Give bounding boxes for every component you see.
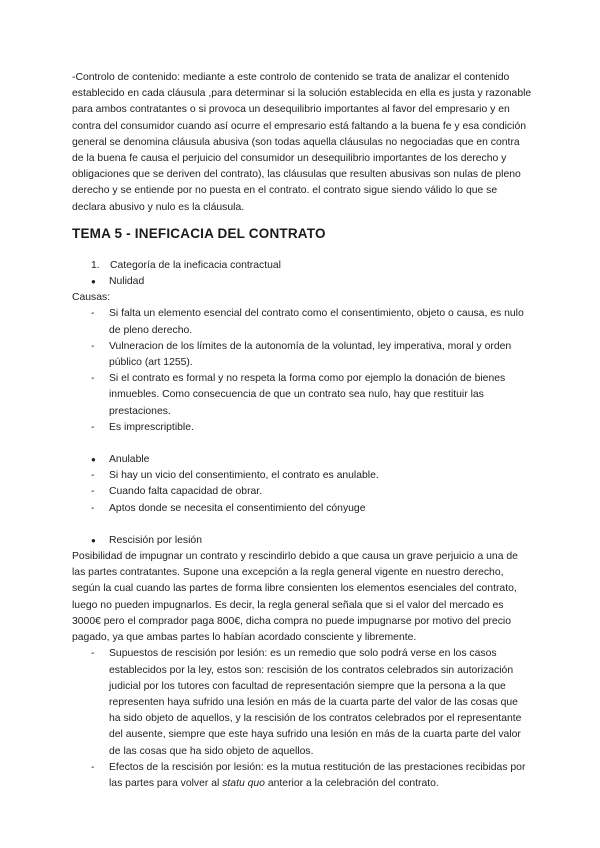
bullet-nulidad — [72, 274, 532, 290]
list-item-text: Supuestos de rescisión por lesión: es un remedio que solo podrá verse en los casos establecidos por la ley, estos son: rescisión de los contratos celebrados sin autorización judicial por los tutores con facultad de representación siempre que la persona a la que representen haya sufrido una lesión en más de la cuarta parte del valor de las cosas que ha sido objeto de aquellos, y la rescisión de los contratos celebrados por el representante del ausente, siempre que este haya sufrido una lesión en más de la cuarta parte del valor de las cosas que ha sido objeto de aquellos. — [109, 648, 522, 757]
bullet-text: Rescisión por lesión — [109, 534, 202, 546]
rescision-paragraph: Posibilidad de impugnar un contrato y rescindirlo debido a que causa un grave perjuicio a una de las partes contratantes. Supone una excepción a la regla general vigente en nuestro derecho, según la cual cuando las partes de forma libre consienten los elementos esenciales del contrato, luego no pueden impugnarlos. Es decir, la regla general señala que si el valor del mercado es 3000€ pero el comprador paga 800€, dicha compra no puede impugnarse por motivo del precio pagado, ya que ambas partes lo habían acordado consciente y libremente. — [72, 551, 518, 644]
list-item — [72, 420, 532, 436]
dash-marker: - — [91, 502, 95, 514]
bullet-rescision — [72, 533, 532, 549]
list-item — [72, 339, 532, 371]
efectos-italic: statu quo — [222, 777, 265, 789]
spacer — [72, 436, 532, 452]
bullet-marker: ● — [91, 455, 96, 465]
bullet-marker: ● — [91, 277, 96, 287]
list-item-text: Si hay un vicio del consentimiento, el contrato es anulable. — [109, 470, 379, 482]
list-item — [72, 646, 532, 759]
list-item — [72, 306, 532, 338]
list-number: 1. — [91, 259, 100, 271]
dash-marker: - — [91, 486, 95, 498]
list-item-text: Cuando falta capacidad de obrar. — [109, 486, 263, 498]
efectos-text: Efectos de la rescisión por lesión: es la mutua restitución de las prestaciones recibidas por las partes para volver al — [109, 761, 526, 789]
dash-marker: - — [91, 373, 95, 385]
list-item — [72, 760, 532, 792]
list-item — [72, 484, 532, 500]
dash-marker: - — [91, 340, 95, 352]
list-item-text — [72, 760, 532, 792]
dash-marker: - — [91, 648, 95, 660]
dash-marker: - — [91, 761, 95, 773]
list-item — [72, 501, 532, 517]
bullet-marker: ● — [91, 535, 96, 545]
dash-marker: - — [91, 308, 95, 320]
intro-paragraph: -Controlo de contenido: mediante a este controlo de contenido se trata de analizar el contenido establecido en cada cláusula ,para determinar si la solución establecida en ella es justa y razonable para ambos contratantes o si provoca un desequilibrio importantes al favor del empresario y en contra del consumidor cuando así ocurre el empresario está faltando a la buena fe y esa condición general se denomina cláusula abusiva (son todas aquella cláusulas no negociadas que en contra de la buena fe causa el perjuicio del consumidor un desequilibrio importantes de los derecho y obligaciones que se deriven del contrato), las cláusulas que resulten abusivas son nulas de pleno derecho y se entiende por no puesta en el contrato. el contrato sigue siendo válido lo que se declara abusivo y nulo es la cláusula. — [72, 72, 532, 213]
list-item-text: Si el contrato es formal y no respeta la forma como por ejemplo la donación de bienes inmuebles. Como consecuencia de que un contrato sea nulo, hay que restituir las prestaciones. — [109, 373, 506, 417]
list-item-text: Vulneracion de los límites de la autonomía de la voluntad, ley imperativa, moral y orden público (art 1255). — [109, 340, 512, 369]
list-item — [72, 371, 532, 420]
dash-marker: - — [91, 470, 95, 482]
bullet-text: Anulable — [109, 454, 150, 466]
list-item-text: Si falta un elemento esencial del contrato como el consentimiento, objeto o causa, es nulo de pleno derecho. — [109, 308, 524, 336]
causas-label: Causas: — [72, 292, 111, 304]
numbered-item-text: Categoría de la ineficacia contractual — [110, 259, 281, 271]
spacer — [72, 517, 532, 533]
numbered-item — [72, 258, 532, 274]
document-page — [72, 70, 532, 792]
list-item — [72, 468, 532, 484]
dash-marker: - — [91, 421, 95, 433]
efectos-text-end: anterior a la celebración del contrato. — [264, 777, 439, 789]
section-heading: TEMA 5 - INEFICACIA DEL CONTRATO — [72, 225, 326, 241]
list-item-text: Es imprescriptible. — [109, 421, 194, 433]
bullet-text: Nulidad — [109, 276, 145, 288]
list-item-text: Aptos donde se necesita el consentimiento del cónyuge — [109, 502, 366, 514]
bullet-anulable — [72, 452, 532, 468]
